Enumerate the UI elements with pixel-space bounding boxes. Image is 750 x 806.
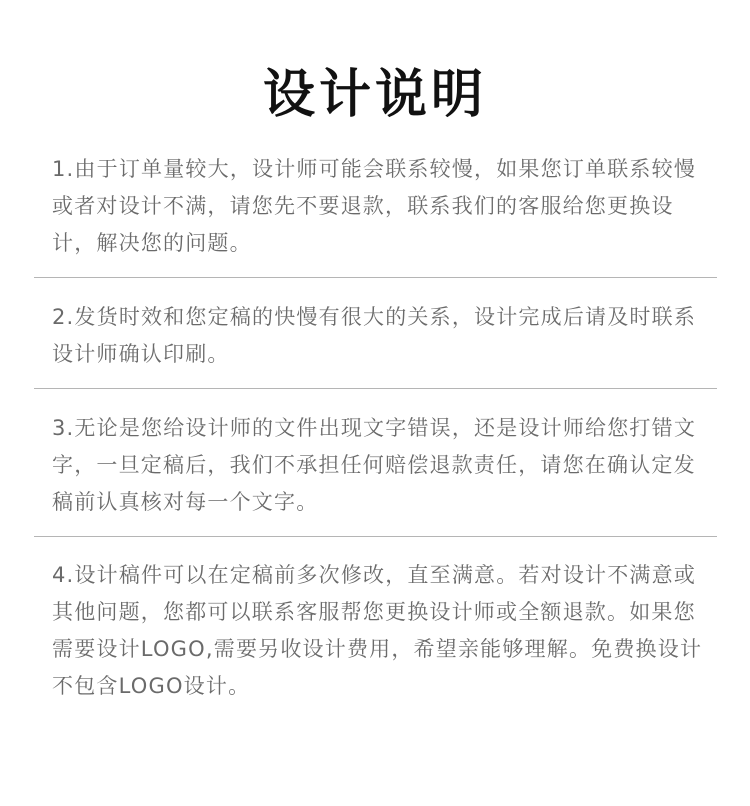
note-3: 3.无论是您给设计师的文件出现文字错误，还是设计师给您打错文字，一旦定稿后，我们不承担任何赔偿退款责任，请您在确认定发稿前认真核对每一个文字。	[52, 416, 697, 514]
divider-3	[34, 536, 717, 537]
divider-1	[34, 277, 717, 278]
note-4: 4.设计稿件可以在定稿前多次修改，直至满意。若对设计不满意或其他问题，您都可以联系客服帮您更换设计师或全额退款。如果您需要设计LOGO,需要另收设计费用，希望亲能够理解。免费换设计不包含LOGO设计。	[52, 563, 703, 698]
note-1: 1.由于订单量较大，设计师可能会联系较慢，如果您订单联系较慢或者对设计不满，请您先不要退款，联系我们的客服给您更换设计，解决您的问题。	[52, 157, 697, 255]
page-title: 设计说明	[262, 65, 487, 125]
divider-2	[34, 388, 717, 389]
note-2: 2.发货时效和您定稿的快慢有很大的关系，设计完成后请及时联系设计师确认印刷。	[52, 305, 697, 366]
